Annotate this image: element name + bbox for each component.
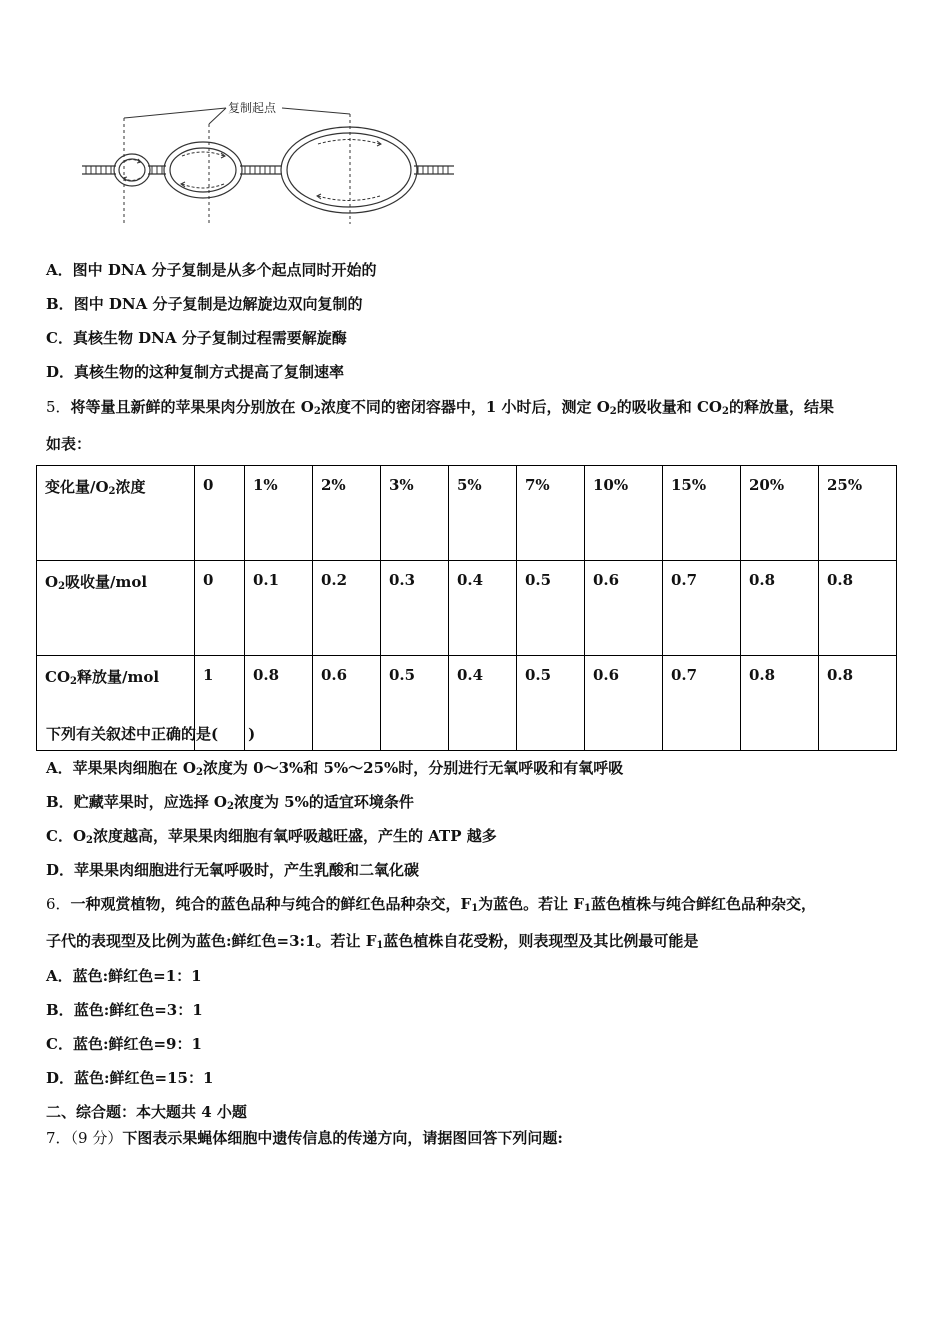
q5-data-table xyxy=(36,465,897,751)
table-cell: 0.3 xyxy=(381,561,449,656)
q6-option-b: B．蓝色:鲜红色=3：1 xyxy=(46,1001,203,1019)
table-cell: 0.8 xyxy=(741,561,819,656)
table-cell: 0.8 xyxy=(741,656,819,751)
table-cell: 0.4 xyxy=(449,561,517,656)
q6-option-c: C．蓝色:鲜红色=9：1 xyxy=(46,1035,202,1053)
q5-option-c: C．$O_2$浓度越高，苹果果肉细胞有氧呼吸越旺盛，产生的 ATP 越多 xyxy=(46,827,497,846)
table-cell: 0 xyxy=(195,561,245,656)
table-cell: 0.2 xyxy=(313,561,381,656)
q5-stem: 5．将等量且新鲜的苹果果肉分别放在 $O_2$浓度不同的密闭容器中，1 小时后，测定 $O_2$的吸收量和 $CO_2$的释放量，结果 xyxy=(46,398,834,417)
q6-stem-line2: 子代的表现型及比例为蓝色:鲜红色=3:1。若让 $F_1$蓝色植株自花受粉，则表现型及其比例最可能是 xyxy=(46,932,699,951)
table-cell: 0.7 xyxy=(663,656,741,751)
table-cell: 0.6 xyxy=(585,561,663,656)
q4-option-b: B．图中 DNA 分子复制是边解旋边双向复制的 xyxy=(46,295,363,313)
q6-option-a: A．蓝色:鲜红色=1：1 xyxy=(46,967,202,985)
table-cell: 1 xyxy=(195,656,245,751)
table-cell: 3% xyxy=(381,466,449,561)
table-cell: 0 xyxy=(195,466,245,561)
q7-stem: 7．（9 分）下图表示果蝇体细胞中遗传信息的传递方向，请据图回答下列问题: xyxy=(46,1129,563,1147)
dna-strand xyxy=(82,166,454,174)
table-row-label: 变化量$/O_2$浓度 xyxy=(37,466,195,561)
table-cell: 7% xyxy=(517,466,585,561)
table-cell: 0.8 xyxy=(819,561,897,656)
section-heading: 二、综合题：本大题共 4 小题 xyxy=(46,1103,247,1121)
table-cell: 0.4 xyxy=(449,656,517,751)
q6-option-d: D．蓝色:鲜红色=15：1 xyxy=(46,1069,214,1087)
table-cell: 20% xyxy=(741,466,819,561)
q5-option-d: D．苹果果肉细胞进行无氧呼吸时，产生乳酸和二氧化碳 xyxy=(46,861,420,879)
q5-question: 下列有关叙述中正确的是( ) xyxy=(46,725,256,743)
table-cell: 1% xyxy=(245,466,313,561)
table-cell: 0.8 xyxy=(819,656,897,751)
table-cell: 0.5 xyxy=(381,656,449,751)
table-header-row xyxy=(37,466,897,561)
replication-bubble-medium xyxy=(164,142,242,198)
q5-option-a: A．苹果果肉细胞在 $O_2$浓度为 0～3%和 5%～25%时，分别进行无氧呼吸和有氧呼吸 xyxy=(46,759,624,778)
table-row xyxy=(37,561,897,656)
table-cell: 0.5 xyxy=(517,656,585,751)
q6-stem: 6．一种观赏植物，纯合的蓝色品种与纯合的鲜红色品种杂交，$F_1$为蓝色。若让 $F_1$蓝色植株与纯合鲜红色品种杂交， xyxy=(46,895,817,914)
table-cell: 5% xyxy=(449,466,517,561)
replication-bubble-small xyxy=(114,154,150,186)
q5-option-b: B．贮藏苹果时，应选择 $O_2$浓度为 5%的适宜环境条件 xyxy=(46,793,414,812)
table-cell: 0.1 xyxy=(245,561,313,656)
table-row-label: $CO_2$释放量/mol xyxy=(37,656,195,751)
q5-stem-line2: 如表： xyxy=(46,435,92,453)
q4-option-c: C．真核生物 DNA 分子复制过程需要解旋酶 xyxy=(46,329,347,347)
q4-option-d: D．真核生物的这种复制方式提高了复制速率 xyxy=(46,363,345,381)
table-cell: 0.5 xyxy=(517,561,585,656)
table-cell: 0.6 xyxy=(585,656,663,751)
dna-replication-figure xyxy=(78,96,468,226)
origin-label: 复制起点 xyxy=(228,101,277,115)
table-cell: 0.8 xyxy=(245,656,313,751)
table-cell: 15% xyxy=(663,466,741,561)
table-row-label: $O_2$吸收量/mol xyxy=(37,561,195,656)
q4-option-a: A．图中 DNA 分子复制是从多个起点同时开始的 xyxy=(46,261,377,279)
table-cell: 0.7 xyxy=(663,561,741,656)
table-cell: 2% xyxy=(313,466,381,561)
table-cell: 25% xyxy=(819,466,897,561)
table-cell: 10% xyxy=(585,466,663,561)
table-cell: 0.6 xyxy=(313,656,381,751)
